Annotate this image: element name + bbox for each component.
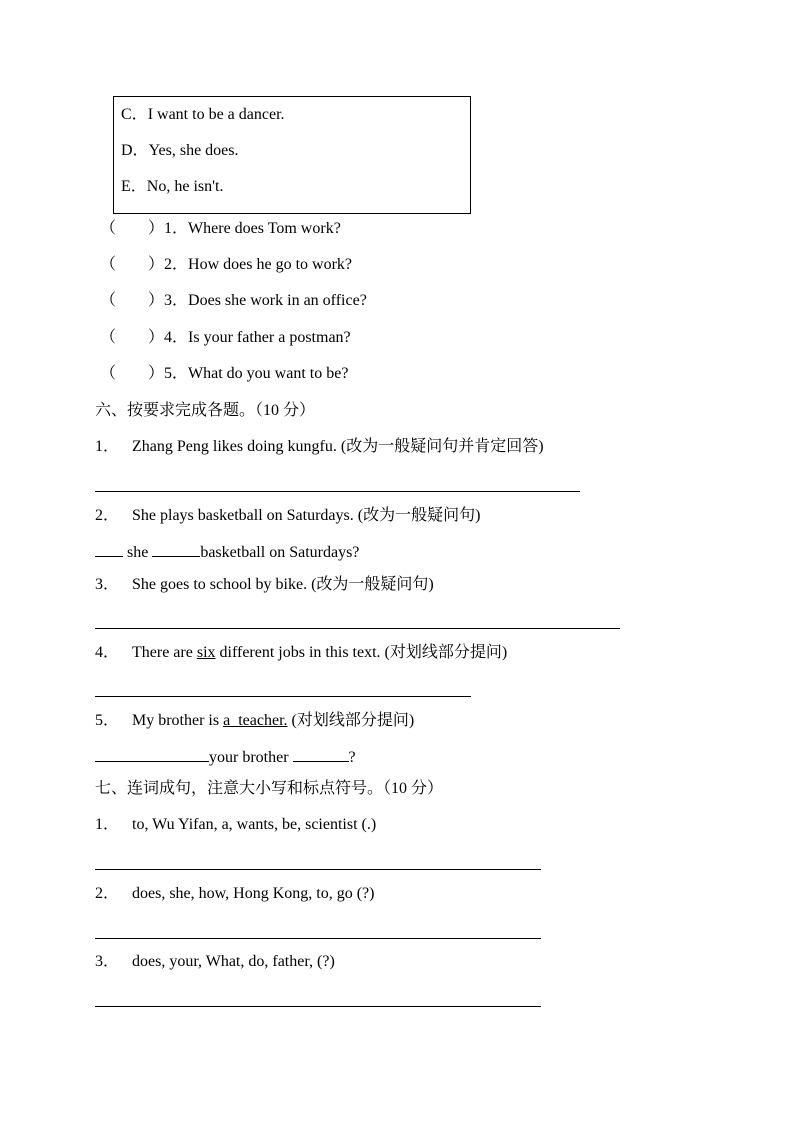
matching-item-4: （ ）4．Is your father a postman? xyxy=(100,329,351,346)
s6-q1-answer-line[interactable] xyxy=(95,491,580,492)
s7-q3-answer-line[interactable] xyxy=(95,1006,541,1007)
s7-question-1: 1． to, Wu Yifan, a, wants, be, scientist (.) xyxy=(95,816,377,833)
answer-paren[interactable]: （ ） xyxy=(100,220,165,237)
s6-q5-fill: your brother ? xyxy=(95,746,356,768)
fill-blank[interactable] xyxy=(95,746,155,762)
option-e: E．No, he isn't. xyxy=(121,178,224,195)
option-c: C．I want to be a dancer. xyxy=(121,106,285,123)
underlined-word: a_teacher. xyxy=(223,712,288,729)
option-d: D．Yes, she does. xyxy=(121,142,239,159)
answer-paren[interactable]: （ ） xyxy=(100,365,165,382)
s6-question-3: 3． She goes to school by bike. (改为一般疑问句) xyxy=(95,576,434,593)
matching-item-1: （ ）1．Where does Tom work? xyxy=(100,220,341,237)
matching-item-3: （ ）3．Does she work in an office? xyxy=(100,292,367,309)
fill-blank[interactable] xyxy=(152,541,200,557)
section-6-title: 六、按要求完成各题。（10 分） xyxy=(95,402,316,419)
answer-paren[interactable]: （ ） xyxy=(100,329,165,346)
fill-blank[interactable] xyxy=(293,746,349,762)
s6-question-2: 2． She plays basketball on Saturdays. (改为一般疑问句) xyxy=(95,507,481,524)
answer-paren[interactable]: （ ） xyxy=(100,292,165,309)
s7-q2-answer-line[interactable] xyxy=(95,938,541,939)
s6-q2-fill: she basketball on Saturdays? xyxy=(95,541,359,563)
s6-question-5: 5． My brother is a_teacher. (对划线部分提问) xyxy=(95,712,415,729)
section-7-title: 七、连词成句，注意大小写和标点符号。（10 分） xyxy=(95,780,444,797)
fill-blank[interactable] xyxy=(155,746,209,762)
s7-question-2: 2． does, she, how, Hong Kong, to, go (?) xyxy=(95,885,375,902)
s6-question-1: 1． Zhang Peng likes doing kungfu. (改为一般疑问句并肯定回答) xyxy=(95,438,544,455)
fill-blank[interactable] xyxy=(95,541,123,557)
s7-q1-answer-line[interactable] xyxy=(95,869,541,870)
s7-question-3: 3． does, your, What, do, father, (?) xyxy=(95,953,335,970)
underlined-word: six xyxy=(196,644,216,661)
matching-item-5: （ ）5．What do you want to be? xyxy=(100,365,349,382)
s6-q4-answer-line[interactable] xyxy=(95,696,471,697)
answer-paren[interactable]: （ ） xyxy=(100,256,165,273)
s6-q3-answer-line[interactable] xyxy=(95,628,620,629)
s6-question-4: 4． There are six different jobs in this text. (对划线部分提问) xyxy=(95,644,508,661)
matching-item-2: （ ）2．How does he go to work? xyxy=(100,256,352,273)
